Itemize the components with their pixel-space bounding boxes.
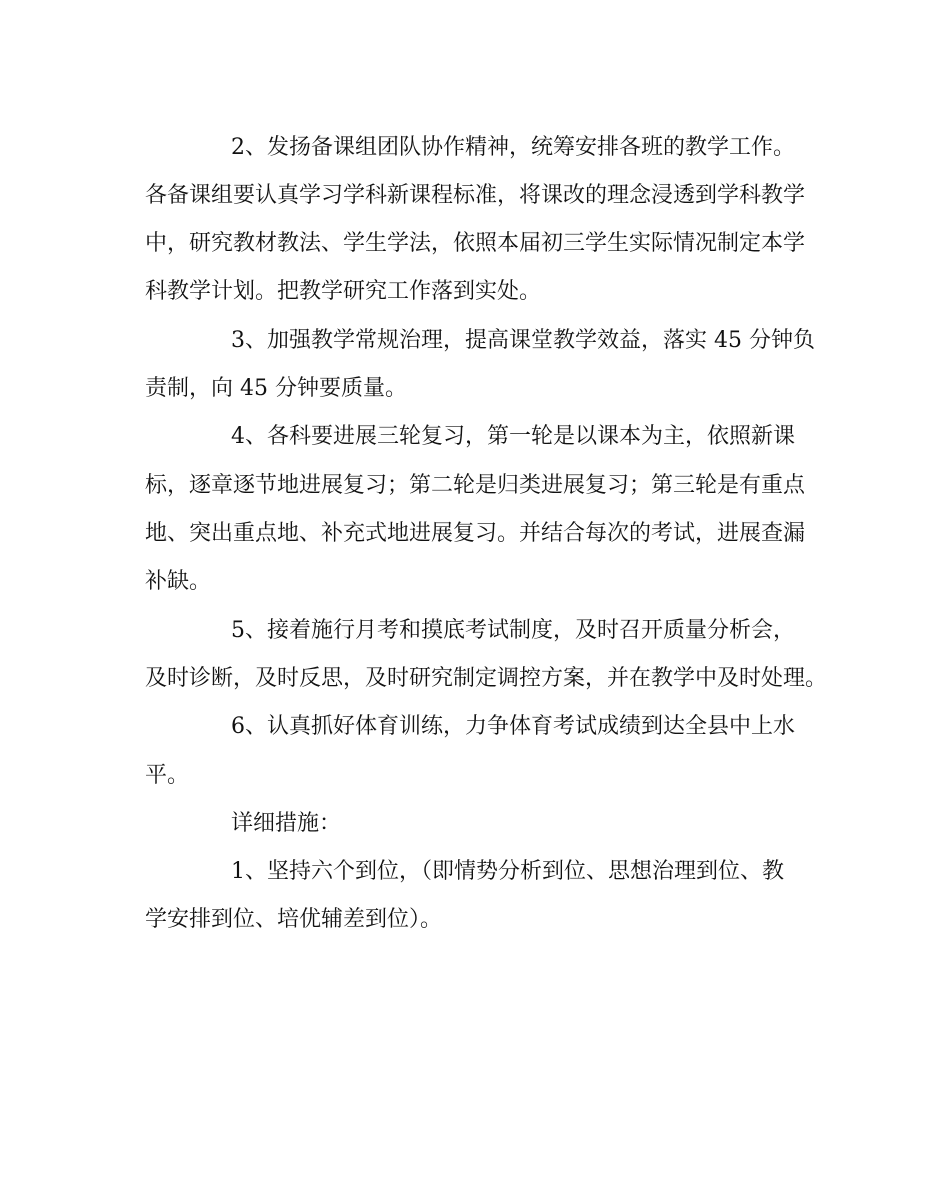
paragraph-2-line-4: 科教学计划。把教学研究工作落到实处。 bbox=[145, 279, 542, 304]
paragraph-3-line-1: 3、加强教学常规治理，提高课堂教学效益，落实 45 分钟负 bbox=[231, 328, 815, 353]
paragraph-4-line-4: 补缺。 bbox=[145, 569, 212, 594]
measures-heading: 详细措施： bbox=[231, 811, 342, 836]
paragraph-4-line-1: 4、各科要进展三轮复习，第一轮是以课本为主，依照新课 bbox=[231, 424, 795, 449]
paragraph-2-line-1: 2、发扬备课组团队协作精神，统筹安排各班的教学工作。 bbox=[231, 135, 795, 160]
paragraph-5-line-1: 5、接着施行月考和摸底考试制度，及时召开质量分析会， bbox=[231, 618, 795, 643]
paragraph-3-line-2: 责制，向 45 分钟要质量。 bbox=[145, 376, 407, 401]
paragraph-4-line-2: 标，逐章逐节地进展复习；第二轮是归类进展复习；第三轮是有重点 bbox=[145, 473, 806, 498]
measure-1-line-1: 1、坚持六个到位，（即情势分析到位、思想治理到位、教 bbox=[231, 859, 784, 884]
paragraph-6-line-1: 6、认真抓好体育训练，力争体育考试成绩到达全县中上水 bbox=[231, 714, 795, 739]
paragraph-2-line-3: 中，研究教材教法、学生学法，依照本届初三学生实际情况制定本学 bbox=[145, 231, 806, 256]
paragraph-4-line-3: 地、突出重点地、补充式地进展复习。并结合每次的考试，进展查漏 bbox=[145, 521, 806, 546]
paragraph-5-line-2: 及时诊断，及时反思，及时研究制定调控方案，并在教学中及时处理。 bbox=[145, 666, 828, 691]
measure-1-line-2: 学安排到位、培优辅差到位）。 bbox=[145, 907, 443, 932]
paragraph-6-line-2: 平。 bbox=[145, 763, 190, 788]
paragraph-2-line-2: 各备课组要认真学习学科新课程标准，将课改的理念浸透到学科教学 bbox=[145, 183, 806, 208]
